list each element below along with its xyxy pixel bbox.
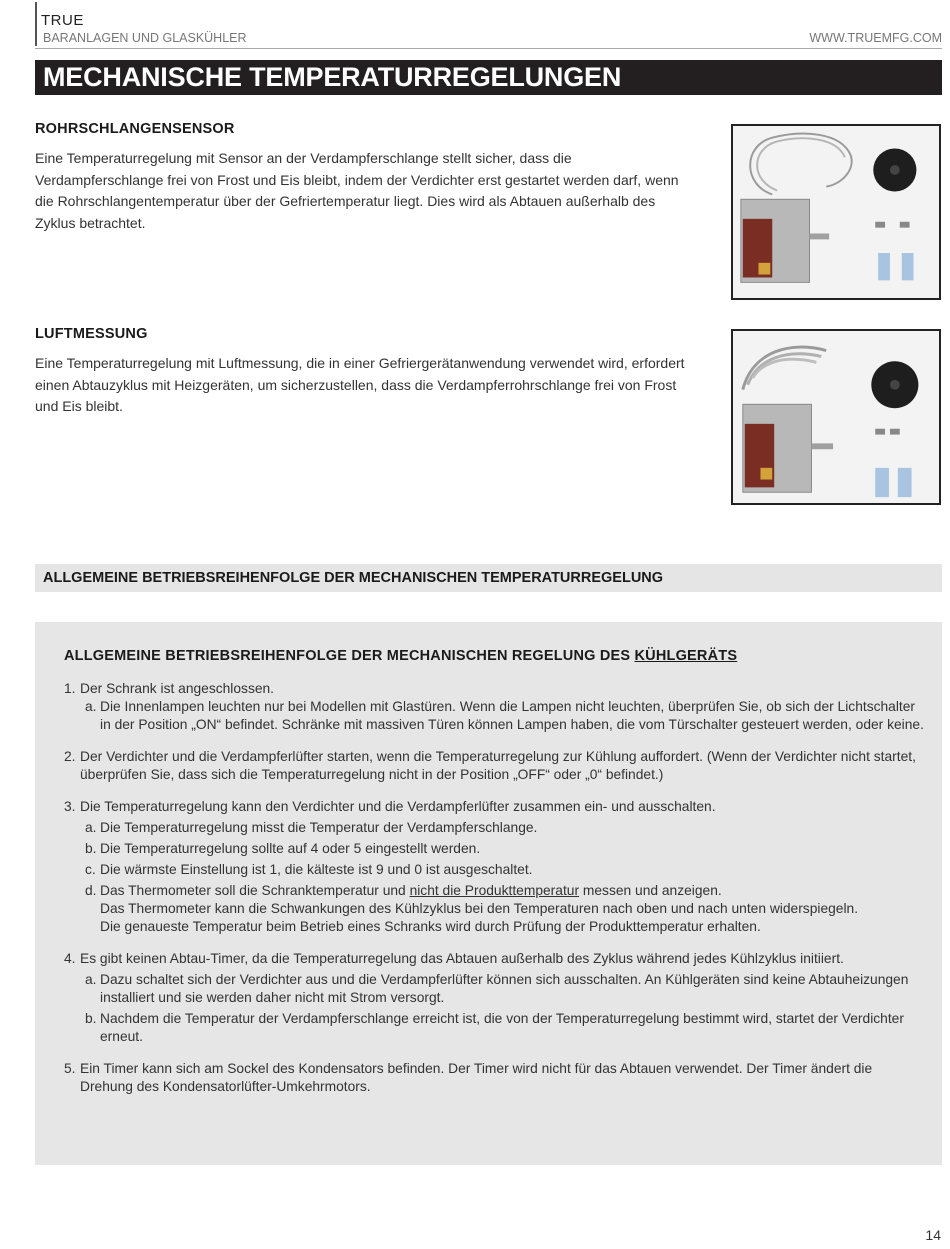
continuation-text: Die genaueste Temperatur beim Betrieb eines Schranks wird durch Prüfung der Produkttemperatur erhalten. xyxy=(100,919,761,934)
sub-item xyxy=(64,1010,924,1046)
sub-item-text: Dazu schaltet sich der Verdichter aus und die Verdampferlüfter können sich ausschalten. An Kühlgeräten sind keine Abtauheizungen installiert und sie werden daher nicht mit Strom versorgt. xyxy=(100,972,909,1005)
panel-title-prefix: ALLGEMEINE BETRIEBSREIHENFOLGE DER MECHANISCHEN REGELUNG DES xyxy=(64,648,635,664)
sub-item xyxy=(64,698,924,734)
sub-item xyxy=(64,819,924,837)
brand-name: TRUE xyxy=(41,12,84,29)
item-text: Die Temperaturregelung kann den Verdichter und die Verdampferlüfter zusammen ein- und ausschalten. xyxy=(80,799,716,814)
sub-item-text: Die Temperaturregelung sollte auf 4 oder 5 eingestellt werden. xyxy=(100,841,481,856)
sequence-band-heading: ALLGEMEINE BETRIEBSREIHENFOLGE DER MECHANISCHEN TEMPERATURREGELUNG xyxy=(35,564,942,592)
section-heading-air-sensing: LUFTMESSUNG xyxy=(35,326,148,342)
panel-title xyxy=(64,648,737,664)
section-name: BARANLAGEN UND GLASKÜHLER xyxy=(43,31,247,45)
sub-item xyxy=(64,882,924,900)
section-text-coil-sensor: Eine Temperaturregelung mit Sensor an der Verdampferschlange stellt sicher, dass die Verdampferschlange frei von Frost und Eis bleibt, indem der Verdichter erst gestartet werden darf, wenn die Rohrschlangentemperatur über der Gefriertemperatur liegt. Dies wird als Abtauen außerhalb des Zyklus betrachtet. xyxy=(35,150,679,231)
sub-item xyxy=(64,861,924,879)
item-number: 2. xyxy=(64,749,76,764)
sub-item-letter: a. xyxy=(85,820,97,835)
item-number: 4. xyxy=(64,951,76,966)
sub-item-text xyxy=(100,882,924,900)
item-text: Es gibt keinen Abtau-Timer, da die Temperaturregelung das Abtauen außerhalb des Zyklus während jedes Kühlzyklus initiiert. xyxy=(80,951,844,966)
sub-item-text-part: Das Thermometer soll die Schranktemperatur und xyxy=(100,883,410,898)
continuation-text: Das Thermometer kann die Schwankungen des Kühlzyklus bei den Temperaturen nach oben und nach unten widerspiegeln. xyxy=(100,901,859,916)
sub-item xyxy=(64,971,924,1007)
list-item xyxy=(64,798,924,936)
sub-item-text: Die Innenlampen leuchten nur bei Modellen mit Glastüren. Wenn die Lampen nicht leuchten, überprüfen Sie, ob sich der Lichtschalter in der Position „ON“ befindet. Schränke mit massiven Türen können Lampen haben, die vom Türschalter gesteuert werden, oder keine. xyxy=(100,699,924,732)
sub-item-letter: b. xyxy=(85,841,97,856)
list-item xyxy=(64,950,924,1046)
page-title: MECHANISCHE TEMPERATURREGELUNGEN xyxy=(35,60,942,95)
sub-item-text: Die Temperaturregelung misst die Temperatur der Verdampferschlange. xyxy=(100,820,538,835)
sub-item-letter: a. xyxy=(85,972,97,987)
sub-item-letter: b. xyxy=(85,1011,97,1026)
operation-sequence-panel xyxy=(35,622,942,1165)
section-heading-coil-sensor: ROHRSCHLANGENSENSOR xyxy=(35,121,235,137)
sub-item-text: Die wärmste Einstellung ist 1, die kälteste ist 9 und 0 ist ausgeschaltet. xyxy=(100,862,533,877)
item-text: Der Verdichter und die Verdampferlüfter starten, wenn die Temperaturregelung zur Kühlung auffordert. (Wenn der Verdichter nicht startet, überprüfen Sie, dass sich die Temperaturregelung nicht in der Position „OFF“ oder „0“ befindet.) xyxy=(80,749,916,782)
sub-item-underlined-text: nicht die Produkttemperatur xyxy=(409,883,580,898)
website-url: WWW.TRUEMFG.COM xyxy=(809,31,942,45)
sub-item-letter: d. xyxy=(85,883,97,898)
section-text-air-sensing: Eine Temperaturregelung mit Luftmessung, die in einer Gefriergerätanwendung verwendet wird, erfordert einen Abtauzyklus mit Heizgeräten, um sicherzustellen, dass die Verdampferrohrschlange frei von Frost und Eis bleibt. xyxy=(35,355,685,414)
page-number: 14 xyxy=(925,1227,941,1243)
sequence-list xyxy=(64,680,924,1110)
air-sensing-thermostat-photo xyxy=(731,329,941,505)
sub-item-text: Nachdem die Temperatur der Verdampferschlange erreicht ist, die von der Temperaturregelung bestimmt wird, startet der Verdichter erneut. xyxy=(100,1011,904,1044)
sub-item xyxy=(64,840,924,858)
header-divider xyxy=(35,48,942,49)
item-number: 5. xyxy=(64,1061,76,1076)
item-number: 3. xyxy=(64,799,76,814)
list-item xyxy=(64,748,924,784)
list-item xyxy=(64,680,924,734)
panel-title-underlined: KÜHLGERÄTS xyxy=(634,648,738,664)
sub-item-letter: c. xyxy=(85,862,96,877)
item-text: Ein Timer kann sich am Sockel des Kondensators befinden. Der Timer wird nicht für das Abtauen verwendet. Der Timer ändert die Drehung des Kondensatorlüfter-Umkehrmotors. xyxy=(80,1061,873,1094)
sub-item-letter: a. xyxy=(85,699,97,714)
header-accent-rule xyxy=(35,2,37,46)
item-text: Der Schrank ist angeschlossen. xyxy=(80,681,275,696)
item-number: 1. xyxy=(64,681,76,696)
sub-item-text-part: messen und anzeigen. xyxy=(579,883,722,898)
list-item xyxy=(64,1060,924,1096)
coil-sensor-thermostat-photo xyxy=(731,124,941,300)
